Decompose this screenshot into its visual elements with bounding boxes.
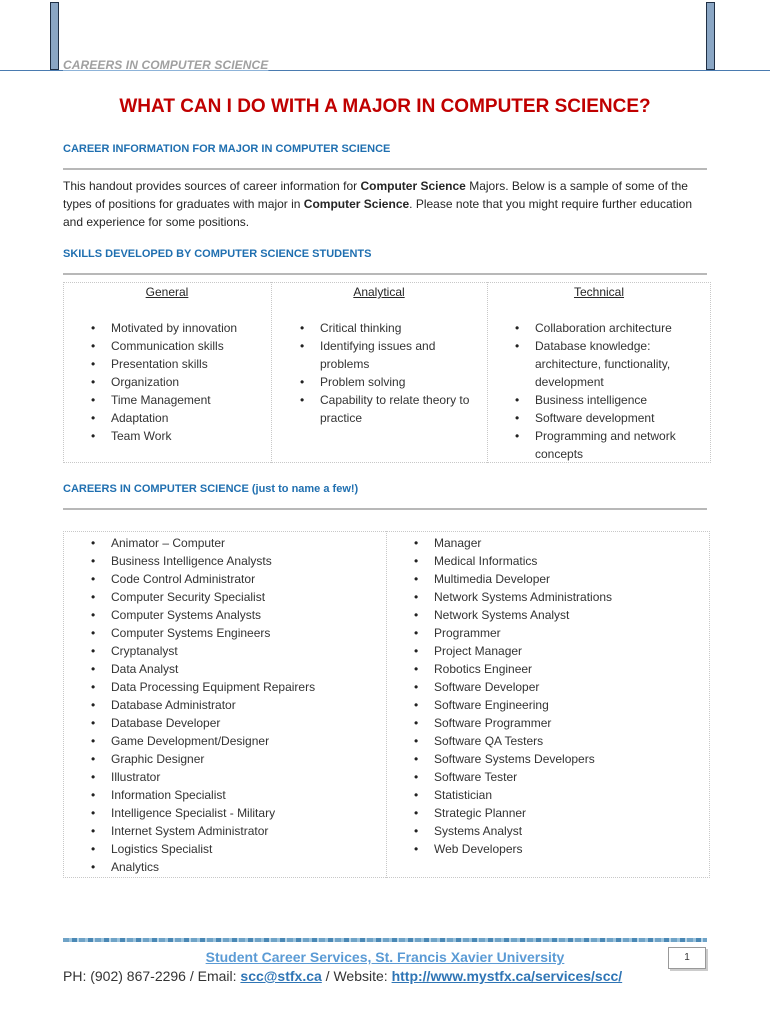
career-list-item: • Animator – Computer	[87, 534, 377, 552]
skills-technical-list	[511, 319, 701, 463]
footer-website-link[interactable]: http://www.mystfx.ca/services/scc/	[391, 968, 623, 984]
career-list-item: • Computer Systems Engineers	[87, 624, 377, 642]
skill-list-item: • Problem solving	[296, 373, 478, 391]
career-list-item: • Business Intelligence Analysts	[87, 552, 377, 570]
footer-rule	[63, 938, 707, 942]
skill-list-item: • Software development	[511, 409, 701, 427]
skills-general-list	[87, 319, 267, 445]
skills-analytical-heading: Analytical	[353, 285, 405, 299]
skill-list-item: • Capability to relate theory to practice	[296, 391, 478, 427]
skills-divider-2	[487, 282, 488, 463]
skill-list-item: • Critical thinking	[296, 319, 478, 337]
careers-right-list	[410, 534, 700, 858]
footer-website-label: / Website:	[321, 968, 392, 984]
career-list-item: • Multimedia Developer	[410, 570, 700, 588]
skills-analytical-list	[296, 319, 478, 427]
skill-list-item: • Identifying issues and problems	[296, 337, 478, 373]
career-list-item: • Manager	[410, 534, 700, 552]
careers-rule	[63, 508, 707, 510]
career-list-item: • Software Developer	[410, 678, 700, 696]
skill-list-item: • Communication skills	[87, 337, 267, 355]
skill-list-item: • Collaboration architecture	[511, 319, 701, 337]
career-list-item: • Computer Systems Analysts	[87, 606, 377, 624]
career-list-item: • Graphic Designer	[87, 750, 377, 768]
career-list-item: • Robotics Engineer	[410, 660, 700, 678]
footer-phone: PH: (902) 867-2296 / Email:	[63, 968, 241, 984]
career-list-item: • Internet System Administrator	[87, 822, 377, 840]
career-list-item: • Network Systems Analyst	[410, 606, 700, 624]
career-list-item: • Software Programmer	[410, 714, 700, 732]
career-list-item: • Code Control Administrator	[87, 570, 377, 588]
careers-heading: CAREERS IN COMPUTER SCIENCE (just to name a few!)	[63, 483, 359, 495]
skill-list-item: • Adaptation	[87, 409, 267, 427]
career-list-item: • Analytics	[87, 858, 377, 876]
intro-text-2: Majors. Below is a sample of some of the types of positions for graduates with major in	[63, 179, 688, 211]
skill-list-item: • Organization	[87, 373, 267, 391]
career-list-item: • Illustrator	[87, 768, 377, 786]
header-bar-right	[706, 2, 715, 70]
skill-list-item: • Programming and network concepts	[511, 427, 701, 463]
career-info-rule	[63, 168, 707, 170]
career-list-item: • Strategic Planner	[410, 804, 700, 822]
footer-organization: Student Career Services, St. Francis Xavier University	[205, 949, 565, 965]
career-list-item: • Logistics Specialist	[87, 840, 377, 858]
intro-text-3: . Please note that you might require further education and experience for some positions.	[63, 197, 693, 229]
skills-rule	[63, 273, 707, 275]
career-list-item: • Data Analyst	[87, 660, 377, 678]
career-list-item: • Database Administrator	[87, 696, 377, 714]
skill-list-item: • Team Work	[87, 427, 267, 445]
career-list-item: • Software Systems Developers	[410, 750, 700, 768]
page-number: 1	[668, 947, 706, 969]
skills-divider-1	[271, 282, 272, 463]
career-list-item: • Systems Analyst	[410, 822, 700, 840]
career-list-item: • Information Specialist	[87, 786, 377, 804]
career-list-item: • Software QA Testers	[410, 732, 700, 750]
footer-contact	[63, 968, 622, 984]
skill-list-item: • Time Management	[87, 391, 267, 409]
skill-list-item: • Motivated by innovation	[87, 319, 267, 337]
career-list-item: • Software Engineering	[410, 696, 700, 714]
skills-heading: SKILLS DEVELOPED BY COMPUTER SCIENCE STUDENTS	[63, 248, 372, 260]
career-list-item: • Statistician	[410, 786, 700, 804]
career-list-item: • Project Manager	[410, 642, 700, 660]
career-list-item: • Database Developer	[87, 714, 377, 732]
career-list-item: • Cryptanalyst	[87, 642, 377, 660]
intro-text-1: This handout provides sources of career information for	[63, 179, 361, 193]
skills-technical-heading: Technical	[573, 285, 625, 299]
career-list-item: • Programmer	[410, 624, 700, 642]
career-info-heading: CAREER INFORMATION FOR MAJOR IN COMPUTER SCIENCE	[63, 143, 391, 155]
skills-general-heading: General	[145, 285, 189, 299]
career-list-item: • Web Developers	[410, 840, 700, 858]
career-list-item: • Network Systems Administrations	[410, 588, 700, 606]
career-list-item: • Game Development/Designer	[87, 732, 377, 750]
footer-email-link[interactable]: scc@stfx.ca	[240, 968, 322, 984]
intro-bold-2: Computer Science	[303, 197, 410, 211]
skill-list-item: • Presentation skills	[87, 355, 267, 373]
career-list-item: • Computer Security Specialist	[87, 588, 377, 606]
career-list-item: • Medical Informatics	[410, 552, 700, 570]
skill-list-item: • Database knowledge: architecture, functionality, development	[511, 337, 701, 391]
career-list-item: • Data Processing Equipment Repairers	[87, 678, 377, 696]
career-list-item: • Software Tester	[410, 768, 700, 786]
career-list-item: • Intelligence Specialist - Military	[87, 804, 377, 822]
careers-left-list	[87, 534, 377, 876]
intro-paragraph	[63, 177, 708, 231]
header-bar-left	[50, 2, 59, 70]
intro-bold-1: Computer Science	[360, 179, 466, 193]
skill-list-item: • Business intelligence	[511, 391, 701, 409]
careers-divider	[386, 531, 387, 878]
page-title: WHAT CAN I DO WITH A MAJOR IN COMPUTER SCIENCE?	[119, 96, 651, 117]
running-header: CAREERS IN COMPUTER SCIENCE	[63, 58, 269, 72]
